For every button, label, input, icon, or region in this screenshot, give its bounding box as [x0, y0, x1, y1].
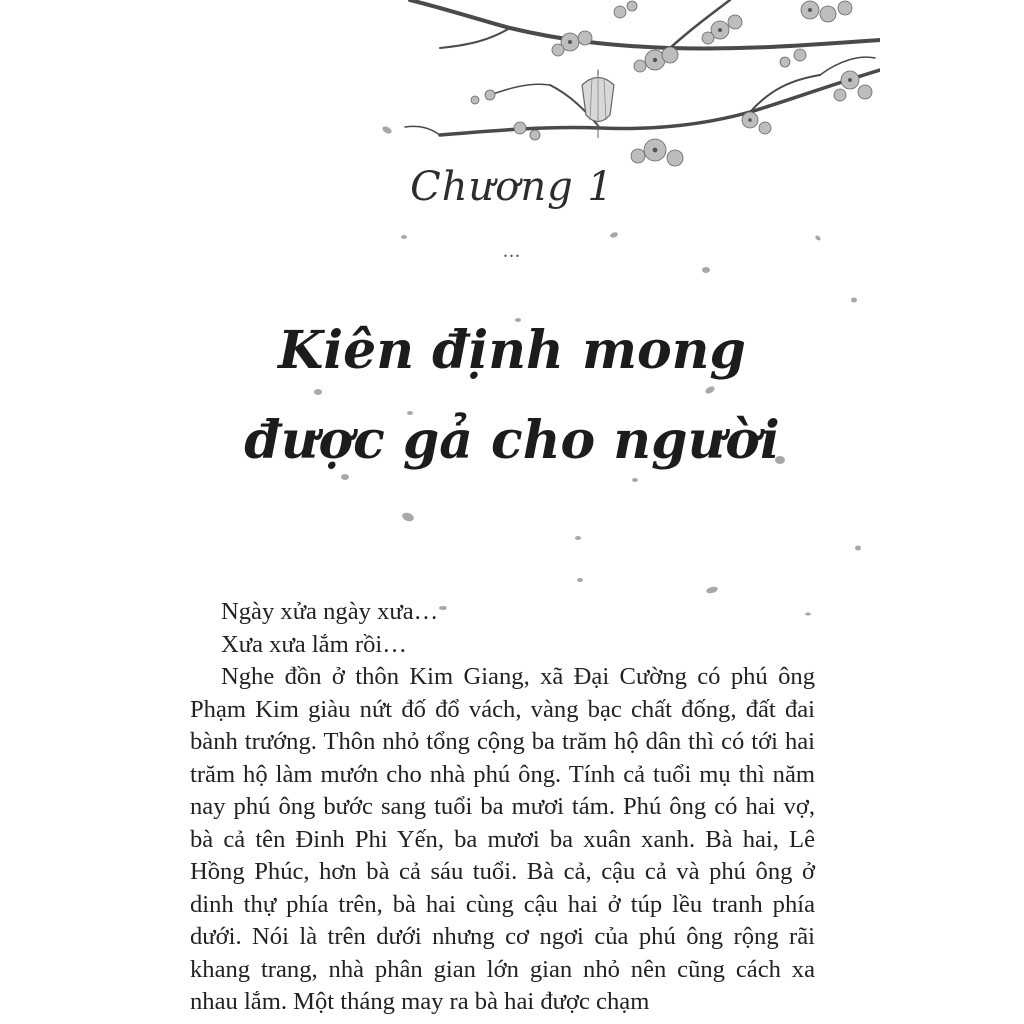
chapter-ellipsis: ...	[503, 240, 521, 262]
chapter-number: Chương 1	[410, 164, 614, 210]
chapter-title-line-1: Kiên định mong	[278, 320, 746, 381]
body-text	[190, 596, 815, 1019]
paragraph: Nghe đồn ở thôn Kim Giang, xã Đại Cường có phú ông Phạm Kim giàu nứt đố đổ vách, vàng bạc chất đống, đất đai bành trướng. Thôn nhỏ tổng cộng ba trăm hộ dân thì có tới hai trăm hộ làm mướn cho nhà phú ông. Tính cả tuổi mụ thì năm nay phú ông bước sang tuổi ba mươi tám. Phú ông có hai vợ, bà cả tên Đinh Phi Yến, ba mươi ba xuân xanh. Bà hai, Lê Hồng Phúc, hơn bà cả sáu tuổi. Bà cả, cậu cả và phú ông ở dinh thự phía trên, bà hai cùng cậu hai ở túp lều tranh phía dưới. Nói là trên dưới nhưng cơ ngơi của phú ông rộng rãi khang trang, nhà phân gian lớn gian nhỏ nên cũng cách xa nhau lắm. Một tháng may ra bà hai được chạm	[190, 663, 815, 1015]
paragraph: Xưa xưa lắm rồi…	[221, 630, 407, 658]
chapter-title	[0, 306, 1024, 486]
chapter-title-line-2: được gả cho người	[244, 410, 780, 471]
paragraph: Ngày xửa ngày xưa…	[221, 598, 439, 625]
